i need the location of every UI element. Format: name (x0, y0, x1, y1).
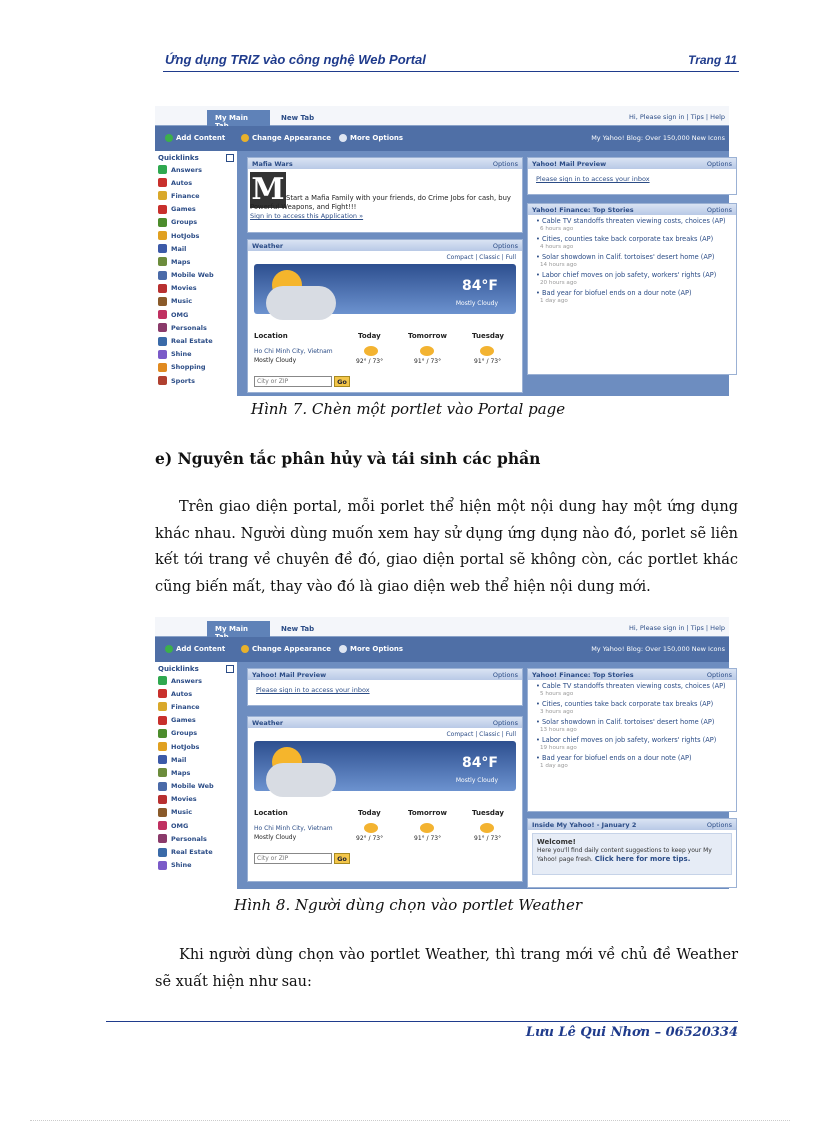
temperature: 84°F (461, 755, 498, 771)
mafia-description: Start a Mafia Family with your friends, do Crime Jobs for cash, buy Powerful Weapons, and Fight!!! (250, 194, 511, 211)
quicklink-icon (158, 782, 167, 791)
quicklink-label: Movies (171, 284, 197, 293)
story-time: 14 hours ago (540, 262, 577, 268)
sunny-icon (420, 823, 434, 833)
go-button[interactable]: Go (334, 853, 350, 864)
quicklink-label: HotJobs (171, 742, 200, 751)
news-story[interactable]: • Bad year for biofuel ends on a dour note (AP) 1 day ago (528, 752, 736, 770)
portlet-title: Inside My Yahoo! - January 2 (532, 820, 637, 829)
quicklink-icon (158, 821, 167, 830)
change-appearance-button[interactable]: Change Appearance (241, 645, 331, 653)
quicklink-icon (158, 755, 167, 764)
quicklink-item[interactable] (155, 753, 237, 766)
story-time: 1 day ago (540, 763, 568, 769)
change-appearance-button[interactable]: Change Appearance (241, 134, 331, 142)
quicklink-icon (158, 165, 167, 174)
news-story[interactable]: • Solar showdown in Calif. tortoises' desert home (AP) 14 hours ago (528, 251, 736, 269)
quicklink-icon (158, 244, 167, 253)
quicklink-item[interactable] (155, 321, 237, 334)
quicklink-item[interactable] (155, 242, 237, 255)
portlet-finance (527, 668, 737, 812)
quicklink-item[interactable] (155, 348, 237, 361)
portlet-mafia-wars (247, 157, 523, 233)
partly-cloudy-icon (364, 346, 378, 356)
quicklink-icon (158, 218, 167, 227)
portlet-mail-preview (247, 668, 523, 706)
toolbar (155, 637, 729, 662)
mail-signin-link[interactable]: Please sign in to access your inbox (536, 175, 650, 183)
quicklink-item[interactable] (155, 687, 237, 700)
weather-banner (254, 741, 516, 791)
quicklink-label: OMG (171, 821, 189, 830)
tuesday-temp: 91° / 73° (474, 835, 502, 842)
quicklink-icon (158, 257, 167, 266)
quicklink-label: Mail (171, 244, 187, 253)
tab-bar (155, 617, 729, 637)
footer-divider (106, 1021, 738, 1022)
quicklink-label: Games (171, 205, 196, 214)
quicklink-item[interactable] (155, 176, 237, 189)
quicklink-icon (158, 363, 167, 372)
gear-icon (339, 134, 347, 142)
story-time: 5 hours ago (540, 691, 574, 697)
quicklink-item[interactable] (155, 189, 237, 202)
quicklink-icon (158, 768, 167, 777)
header-title: Ứng dụng TRIZ vào công nghệ Web Portal (165, 52, 426, 67)
zip-input[interactable]: City or ZIP (254, 853, 332, 864)
quicklink-label: Answers (171, 165, 203, 174)
plus-icon (165, 134, 173, 142)
zip-input[interactable]: City or ZIP (254, 376, 332, 387)
quicklink-label: Real Estate (171, 337, 213, 346)
figure-8-screenshot (155, 617, 732, 889)
quicklink-item[interactable] (155, 674, 237, 687)
quicklink-item[interactable] (155, 819, 237, 832)
tab-my-main[interactable]: My Main (207, 621, 270, 637)
quicklink-icon (158, 676, 167, 685)
quicklink-item[interactable] (155, 374, 237, 387)
tab-new[interactable]: New Tab (281, 114, 315, 122)
weather-view-toggle[interactable]: Compact | Classic | Full (446, 731, 516, 738)
quicklink-label: Music (171, 808, 193, 817)
story-time: 3 hours ago (540, 709, 574, 715)
quicklink-item[interactable] (155, 282, 237, 295)
quicklink-icon (158, 742, 167, 751)
condition: Mostly Cloudy (455, 777, 498, 784)
page-edge (30, 1120, 790, 1121)
news-story[interactable]: • Cable TV standoffs threaten viewing costs, choices (AP) 6 hours ago (528, 215, 736, 233)
temperature: 84°F (461, 278, 498, 294)
weather-view-toggle[interactable]: Compact | Classic | Full (446, 254, 516, 261)
quicklink-item[interactable] (155, 780, 237, 793)
mail-signin-link[interactable]: Please sign in to access your inbox (256, 686, 370, 694)
quicklink-label: Mail (171, 755, 187, 764)
portlet-title: Weather (252, 718, 284, 727)
quicklink-icon (158, 323, 167, 332)
quicklink-label: Maps (171, 768, 191, 777)
cloud-icon (266, 763, 336, 797)
quicklink-item[interactable] (155, 216, 237, 229)
quicklinks-sidebar (155, 662, 243, 889)
portal-main (243, 662, 732, 889)
story-time: 19 hours ago (540, 745, 577, 751)
portlet-title: Yahoo! Mail Preview (252, 670, 327, 679)
portlet-mail-preview (527, 157, 737, 195)
story-time: 20 hours ago (540, 280, 577, 286)
quicklink-item[interactable] (155, 859, 237, 872)
add-content-button[interactable]: Add Content (165, 134, 225, 142)
cloud-icon (266, 286, 336, 320)
options-menu[interactable]: Options (706, 159, 732, 168)
news-story[interactable]: • Cities, counties take back corporate tax breaks (AP) 4 hours ago (528, 233, 736, 251)
quicklink-icon (158, 178, 167, 187)
col-today: Today (358, 809, 381, 817)
quicklink-icon (158, 795, 167, 804)
tomorrow-temp: 91° / 73° (414, 358, 442, 365)
page-number: Trang 11 (688, 53, 737, 67)
signin-links[interactable]: Hi, Please sign in | Tips | Help (629, 113, 725, 121)
tab-new[interactable]: New Tab (281, 625, 315, 633)
more-options-button[interactable]: More Options (339, 645, 403, 653)
portlet-title: Mafia Wars (252, 159, 293, 168)
tab-bar (155, 106, 729, 126)
signin-links[interactable]: Hi, Please sign in | Tips | Help (629, 624, 725, 632)
quicklink-label: Groups (171, 729, 198, 738)
options-menu[interactable]: Options (492, 159, 518, 168)
quicklink-icon (158, 861, 167, 870)
options-menu[interactable]: Options (706, 820, 732, 829)
tuesday-temp: 91° / 73° (474, 358, 502, 365)
paragraph-1: Trên giao diện portal, mỗi porlet thể hiện một nội dung hay một ứng dụng khác nhau. Người dùng muốn xem hay sử dụng ứng dụng nào đó, porlet sẽ liên kết tới trang về chuyên đề đó, giao diện portal sẽ không còn, các portlet khác cũng biến mất, thay vào đó là giao diện web thể hiện nội dung mới. (155, 499, 738, 595)
gear-icon (339, 645, 347, 653)
quicklink-item[interactable] (155, 845, 237, 858)
figure-7-screenshot (155, 106, 732, 396)
quicklink-icon (158, 205, 167, 214)
options-menu[interactable]: Options (492, 241, 518, 250)
tab-my-main[interactable]: My Main (207, 110, 270, 126)
quicklink-label: Mobile Web (171, 271, 214, 280)
blog-link[interactable]: My Yahoo! Blog: Over 150,000 New Icons (591, 645, 725, 653)
quicklink-icon (158, 271, 167, 280)
quicklink-label: Music (171, 297, 193, 306)
quicklink-label: Shine (171, 861, 192, 870)
welcome-box (532, 833, 732, 875)
more-tips-link[interactable]: Click here for more tips. (594, 855, 691, 863)
portlet-weather[interactable] (247, 716, 523, 882)
quicklink-label: Maps (171, 257, 191, 266)
quicklink-label: Personals (171, 834, 207, 843)
quicklink-label: Movies (171, 795, 197, 804)
quicklink-icon (158, 310, 167, 319)
options-menu[interactable]: Options (706, 670, 732, 679)
news-story[interactable]: • Labor chief moves on job safety, workers' rights (AP) 19 hours ago (528, 734, 736, 752)
news-story[interactable]: • Labor chief moves on job safety, workers' rights (AP) 20 hours ago (528, 269, 736, 287)
quicklink-icon (158, 689, 167, 698)
col-tuesday: Tuesday (472, 809, 504, 817)
story-time: 4 hours ago (540, 244, 574, 250)
quicklink-label: Autos (171, 689, 193, 698)
quicklink-item[interactable] (155, 714, 237, 727)
quicklink-label: Real Estate (171, 848, 213, 857)
paragraph-2: Khi người dùng chọn vào portlet Weather, thì trang mới về chủ đề Weather sẽ xuất hiện như sau: (155, 947, 738, 990)
options-menu[interactable]: Options (492, 670, 518, 679)
location-link[interactable]: Ho Chi Minh City, Vietnam (254, 825, 333, 832)
quicklink-icon (158, 376, 167, 385)
story-time: 1 day ago (540, 298, 568, 304)
quicklink-label: Shine (171, 350, 192, 359)
quicklink-item[interactable] (155, 727, 237, 740)
add-content-button[interactable]: Add Content (165, 645, 225, 653)
quicklink-item[interactable] (155, 334, 237, 347)
quicklink-icon (158, 284, 167, 293)
mafia-signin-link[interactable]: Sign in to access this Application » (250, 212, 364, 220)
col-location: Location (254, 332, 288, 340)
welcome-text: Here you'll find daily content suggestions to keep your My Yahoo! page fresh. (537, 847, 712, 863)
quicklink-label: Mobile Web (171, 782, 214, 791)
quicklink-item[interactable] (155, 229, 237, 242)
collapse-icon[interactable] (226, 154, 234, 162)
quicklink-label: Finance (171, 191, 200, 200)
quicklink-label: Groups (171, 218, 198, 227)
toolbar (155, 126, 729, 151)
quicklink-label: Sports (171, 376, 195, 385)
story-time: 6 hours ago (540, 226, 574, 232)
quicklink-item[interactable] (155, 203, 237, 216)
condition: Mostly Cloudy (455, 300, 498, 307)
partly-cloudy-icon (364, 823, 378, 833)
location-condition: Mostly Cloudy (254, 357, 297, 364)
brush-icon (241, 134, 249, 142)
story-time: 13 hours ago (540, 727, 577, 733)
col-location: Location (254, 809, 288, 817)
col-tomorrow: Tomorrow (408, 332, 447, 340)
section-heading: e) Nguyên tắc phân hủy và tái sinh các phần (155, 449, 541, 468)
quicklink-label: Finance (171, 702, 200, 711)
quicklink-icon (158, 808, 167, 817)
quicklink-item[interactable] (155, 832, 237, 845)
quicklink-item[interactable] (155, 793, 237, 806)
quicklink-item[interactable] (155, 361, 237, 374)
more-options-button[interactable]: More Options (339, 134, 403, 142)
collapse-icon[interactable] (226, 665, 234, 673)
quicklink-icon (158, 191, 167, 200)
quicklink-label: Games (171, 716, 196, 725)
sunny-icon (420, 346, 434, 356)
today-temp: 92° / 73° (356, 835, 384, 842)
quicklinks-title: Quicklinks (158, 154, 199, 162)
quicklink-label: Autos (171, 178, 193, 187)
quicklink-item[interactable] (155, 700, 237, 713)
weather-banner (254, 264, 516, 314)
news-story[interactable]: • Cities, counties take back corporate tax breaks (AP) 3 hours ago (528, 698, 736, 716)
quicklinks-title: Quicklinks (158, 665, 199, 673)
mafia-logo: M (251, 172, 285, 207)
welcome-title: Welcome! (537, 838, 576, 846)
page-header (163, 52, 739, 72)
portlet-title: Yahoo! Finance: Top Stories (532, 670, 634, 679)
quicklink-item[interactable] (155, 163, 237, 176)
quicklink-label: Answers (171, 676, 203, 685)
col-tuesday: Tuesday (472, 332, 504, 340)
options-menu[interactable]: Options (492, 718, 518, 727)
news-story[interactable]: • Bad year for biofuel ends on a dour note (AP) 1 day ago (528, 287, 736, 305)
quicklink-item[interactable] (155, 806, 237, 819)
quicklink-item[interactable] (155, 255, 237, 268)
quicklink-icon (158, 297, 167, 306)
quicklink-icon (158, 702, 167, 711)
news-story[interactable]: • Cable TV standoffs threaten viewing costs, choices (AP) 5 hours ago (528, 680, 736, 698)
portlet-finance (527, 203, 737, 375)
portal-main (243, 151, 732, 396)
figure-7-caption: Hình 7. Chèn một portlet vào Portal page (250, 400, 566, 418)
sunny-icon (480, 823, 494, 833)
col-tomorrow: Tomorrow (408, 809, 447, 817)
today-temp: 92° / 73° (356, 358, 384, 365)
col-today: Today (358, 332, 381, 340)
quicklink-icon (158, 231, 167, 240)
portlet-title: Yahoo! Mail Preview (532, 159, 607, 168)
portlet-title: Weather (252, 241, 284, 250)
footer-author: Lưu Lê Qui Nhơn – 06520334 (525, 1025, 738, 1040)
quicklink-icon (158, 729, 167, 738)
portlet-title: Yahoo! Finance: Top Stories (532, 205, 634, 214)
quicklink-item[interactable] (155, 295, 237, 308)
news-story[interactable]: • Solar showdown in Calif. tortoises' desert home (AP) 13 hours ago (528, 716, 736, 734)
quicklink-item[interactable] (155, 740, 237, 753)
location-link[interactable]: Ho Chi Minh City, Vietnam (254, 348, 333, 355)
figure-8-caption: Hình 8. Người dùng chọn vào portlet Weather (233, 896, 583, 914)
quicklink-item[interactable] (155, 269, 237, 282)
portlet-weather[interactable] (247, 239, 523, 393)
go-button[interactable]: Go (334, 376, 350, 387)
quicklink-label: Personals (171, 323, 207, 332)
portlet-inside-my-yahoo (527, 818, 737, 888)
quicklink-label: Shopping (171, 363, 206, 372)
sunny-icon (480, 346, 494, 356)
quicklink-icon (158, 337, 167, 346)
options-menu[interactable]: Options (706, 205, 732, 214)
blog-link[interactable]: My Yahoo! Blog: Over 150,000 New Icons (591, 134, 725, 142)
quicklink-label: OMG (171, 310, 189, 319)
plus-icon (165, 645, 173, 653)
quicklink-icon (158, 350, 167, 359)
location-condition: Mostly Cloudy (254, 834, 297, 841)
quicklink-item[interactable] (155, 308, 237, 321)
quicklink-icon (158, 834, 167, 843)
quicklink-item[interactable] (155, 766, 237, 779)
tomorrow-temp: 91° / 73° (414, 835, 442, 842)
brush-icon (241, 645, 249, 653)
quicklink-icon (158, 848, 167, 857)
quicklink-label: HotJobs (171, 231, 200, 240)
quicklink-icon (158, 716, 167, 725)
quicklinks-sidebar (155, 151, 243, 396)
